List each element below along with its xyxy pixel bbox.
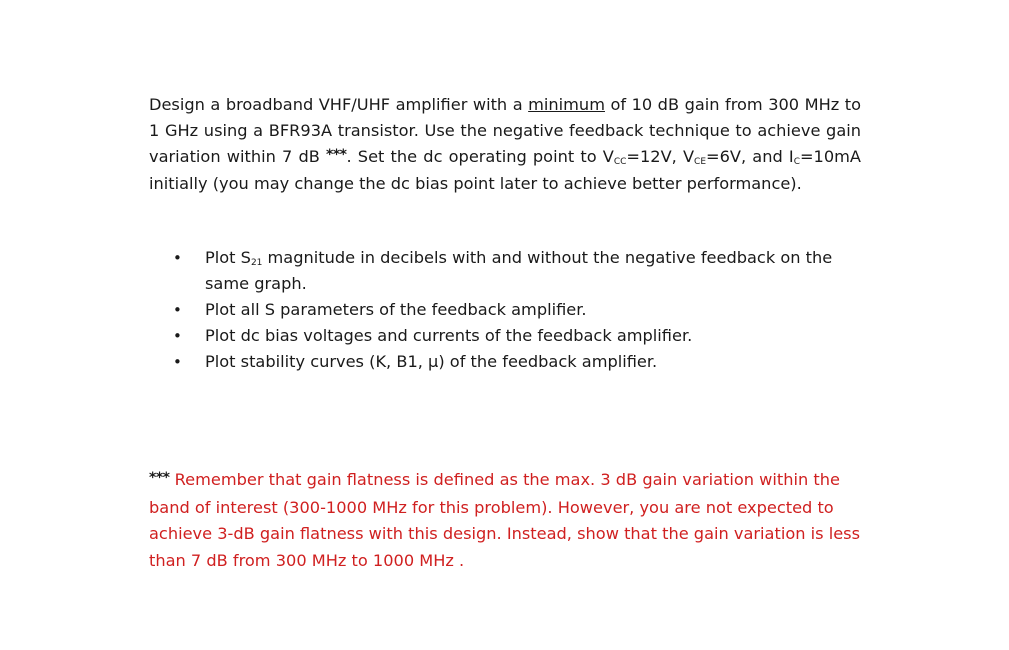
task-text: Plot all S parameters of the feedback amplifier. (205, 300, 587, 320)
task-list (149, 245, 861, 375)
list-item (149, 323, 861, 349)
document-page (149, 92, 861, 590)
intro-text-4: =6V, and I (706, 146, 794, 166)
task-text: Plot stability curves (K, B1, μ) of the feedback amplifier. (205, 352, 658, 372)
task-text: Plot S (205, 248, 251, 268)
intro-text-2: . Set the dc operating point to V (346, 146, 614, 166)
task-text: Plot dc bias voltages and currents of the feedback amplifier. (205, 326, 693, 346)
footnote-stars: *** (149, 470, 170, 487)
bullet-icon: • (173, 249, 182, 268)
list-item (149, 349, 861, 375)
subscript-cc: CC (613, 156, 627, 167)
subscript-21: 21 (250, 258, 263, 269)
footnote-stars: *** (326, 146, 347, 163)
note-text: Remember that gain flatness is defined as the max. 3 dB gain variation within the band of interest (300-1000 MHz for this problem). However, you are not expected to achieve 3-dB gain flatness with this design. Instead, show that the gain variation is less than 7 dB from 300 MHz to 1000 MHz . (149, 470, 861, 570)
task-text: magnitude in decibels with and without the negative feedback on the same graph. (205, 248, 833, 294)
list-item (149, 297, 861, 323)
subscript-c: C (793, 156, 800, 167)
subscript-ce: CE (694, 156, 707, 167)
bullet-icon: • (173, 327, 182, 346)
intro-text-3: =12V, V (626, 146, 695, 166)
gain-flatness-note (149, 467, 861, 574)
bullet-icon: • (173, 301, 182, 320)
intro-text-1: Design a broadband VHF/UHF amplifier with a (149, 95, 529, 114)
intro-text-1b: of 10 dB gain from 300 MHz to 1 GHz using a BFR93A transistor. Use the negative feedback technique to achieve gain variation within 7 dB (149, 95, 862, 166)
underlined-minimum: minimum (528, 95, 605, 114)
intro-paragraph (149, 92, 861, 197)
bullet-icon: • (173, 353, 182, 372)
intro-text-5: =10mA initially (you may change the dc bias point later to achieve better performance). (149, 146, 861, 194)
list-item (149, 245, 861, 297)
